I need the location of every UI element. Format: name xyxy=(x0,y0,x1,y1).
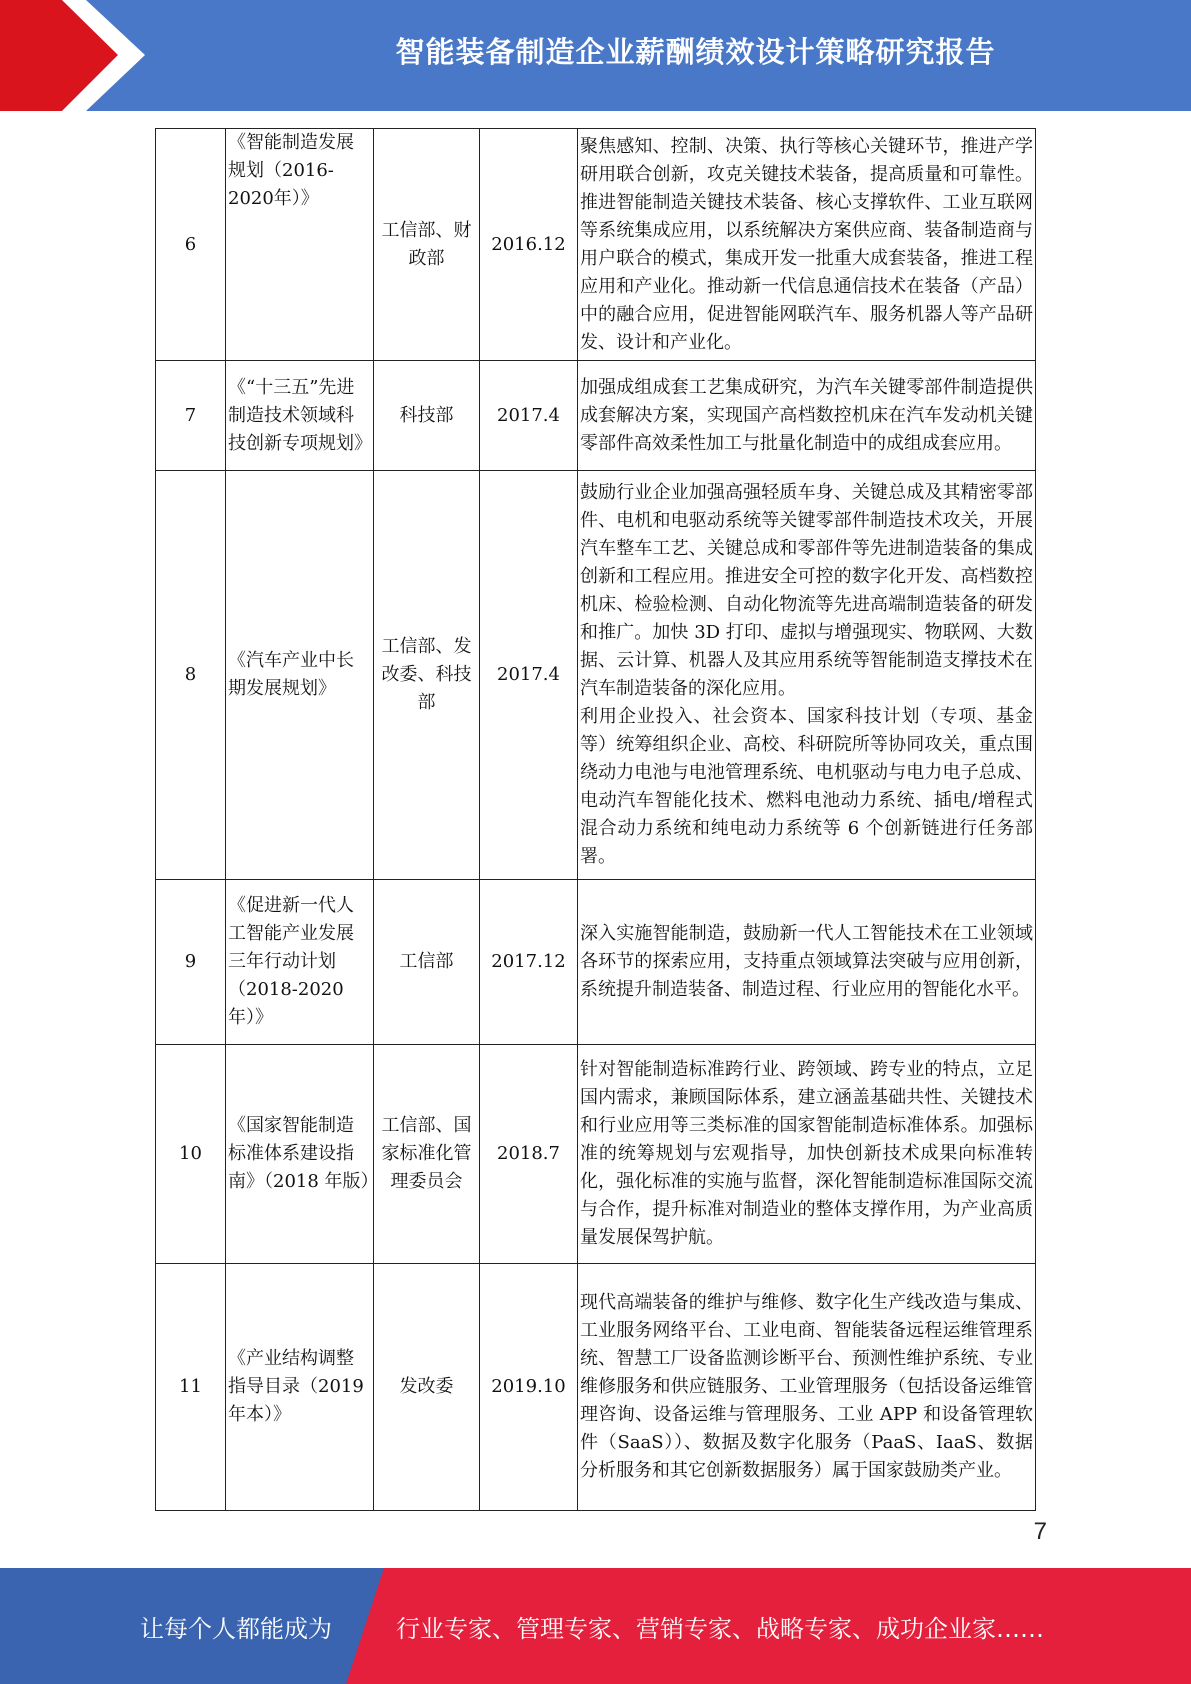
policy-description xyxy=(578,471,1036,880)
description-paragraph: 鼓励行业企业加强高强轻质车身、关键总成及其精密零部件、电机和电驱动系统等关键零部件制造技术攻关，开展汽车整车工艺、关键总成和零部件等先进制造装备的集成创新和工程应用。推进安全可控的数字化开发、高档数控机床、检验检测、自动化物流等先进高端制造装备的研发和推广。加快 3D 打印、虚拟与增强现实、物联网、大数据、云计算、机器人及其应用系统等智能制造支撑技术在汽车制造装备的深化应用。 xyxy=(580,482,1033,699)
header-chevron-decoration xyxy=(0,0,145,111)
policy-name: 《促进新一代人工智能产业发展三年行动计划（2018-2020年）》 xyxy=(226,880,374,1045)
department: 工信部 xyxy=(374,880,480,1045)
row-number: 7 xyxy=(156,361,226,471)
issue-date: 2018.7 xyxy=(480,1045,578,1264)
row-number: 9 xyxy=(156,880,226,1045)
table-row xyxy=(156,361,1036,471)
department: 工信部、国家标准化管理委员会 xyxy=(374,1045,480,1264)
page-header xyxy=(0,0,1191,111)
row-number: 11 xyxy=(156,1264,226,1511)
table-row xyxy=(156,129,1036,361)
description-paragraph: 加强成组成套工艺集成研究，为汽车关键零部件制造提供成套解决方案，实现国产高档数控机床在汽车发动机关键零部件高效柔性加工与批量化制造中的成组成套应用。 xyxy=(580,376,1033,454)
policy-name: 《智能制造发展规划（2016-2020年）》 xyxy=(226,129,374,361)
page-footer xyxy=(0,1568,1191,1684)
page-number: 7 xyxy=(1033,1518,1047,1545)
policy-description xyxy=(578,361,1036,471)
description-paragraph: 聚焦感知、控制、决策、执行等核心关键环节，推进产学研用联合创新，攻克关键技术装备，提高质量和可靠性。推进智能制造关键技术装备、核心支撑软件、工业互联网等系统集成应用，以系统解决方案供应商、装备制造商与用户联合的模式，集成开发一批重大成套装备，推进工程应用和产业化。推动新一代信息通信技术在装备（产品）中的融合应用，促进智能网联汽车、服务机器人等产品研发、设计和产业化。 xyxy=(580,135,1033,353)
report-title: 智能装备制造企业薪酬绩效设计策略研究报告 xyxy=(395,34,996,69)
department: 科技部 xyxy=(374,361,480,471)
policy-description xyxy=(578,129,1036,361)
table-row xyxy=(156,880,1036,1045)
row-number: 6 xyxy=(156,129,226,361)
issue-date: 2016.12 xyxy=(480,129,578,361)
row-number: 10 xyxy=(156,1045,226,1264)
table-row xyxy=(156,471,1036,880)
description-paragraph: 深入实施智能制造，鼓励新一代人工智能技术在工业领域各环节的探索应用，支持重点领域算法突破与应用创新，系统提升制造装备、制造过程、行业应用的智能化水平。 xyxy=(580,923,1033,1000)
table-row xyxy=(156,1264,1036,1511)
issue-date: 2017.12 xyxy=(480,880,578,1045)
policy-name: 《国家智能制造标准体系建设指南》（2018 年版） xyxy=(226,1045,374,1264)
policy-description xyxy=(578,1264,1036,1511)
footer-slogan-right: 行业专家、管理专家、营销专家、战略专家、成功企业家…… xyxy=(396,1614,1044,1643)
footer-slogan-left: 让每个人都能成为 xyxy=(140,1614,332,1643)
policy-description xyxy=(578,880,1036,1045)
description-paragraph: 现代高端装备的维护与维修、数字化生产线改造与集成、工业服务网络平台、工业电商、智能装备远程运维管理系统、智慧工厂设备监测诊断平台、预测性维护系统、专业维修服务和供应链服务、工业管理服务（包括设备运维管理咨询、设备运维与管理服务、工业 APP 和设备管理软件（SaaS））、数据及数字化服务（PaaS、IaaS、数据分析服务和其它创新数据服务）属于国家鼓励类产业。 xyxy=(580,1292,1033,1481)
policy-name: 《产业结构调整指导目录（2019年本）》 xyxy=(226,1264,374,1511)
issue-date: 2017.4 xyxy=(480,471,578,880)
policy-name: 《“十三五”先进制造技术领域科技创新专项规划》 xyxy=(226,361,374,471)
policy-table xyxy=(155,128,1035,1511)
description-paragraph: 针对智能制造标准跨行业、跨领域、跨专业的特点，立足国内需求，兼顾国际体系，建立涵盖基础共性、关键技术和行业应用等三类标准的国家智能制造标准体系。加强标准的统筹规划与宏观指导，加快创新技术成果向标准转化，强化标准的实施与监督，深化智能制造标准国际交流与合作，提升标准对制造业的整体支撑作用，为产业高质量发展保驾护航。 xyxy=(580,1059,1033,1248)
department: 发改委 xyxy=(374,1264,480,1511)
department: 工信部、发改委、科技部 xyxy=(374,471,480,880)
policy-description xyxy=(578,1045,1036,1264)
policy-name: 《汽车产业中长期发展规划》 xyxy=(226,471,374,880)
description-paragraph: 利用企业投入、社会资本、国家科技计划（专项、基金等）统筹组织企业、高校、科研院所等协同攻关，重点围绕动力电池与电池管理系统、电机驱动与电力电子总成、电动汽车智能化技术、燃料电池动力系统、插电/增程式混合动力系统和纯电动力系统等 6 个创新链进行任务部署。 xyxy=(580,706,1033,867)
department: 工信部、财政部 xyxy=(374,129,480,361)
issue-date: 2019.10 xyxy=(480,1264,578,1511)
issue-date: 2017.4 xyxy=(480,361,578,471)
row-number: 8 xyxy=(156,471,226,880)
table-row xyxy=(156,1045,1036,1264)
